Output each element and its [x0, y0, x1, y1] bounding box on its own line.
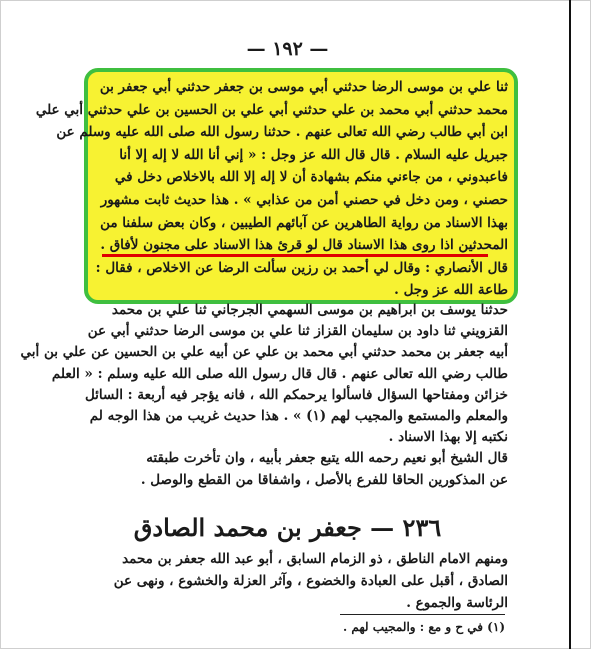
text-line: خزائن ومفتاحها السؤال فاسألوا يرحمكم الله ، فانه يؤجر فيه أربعة : السائل [84, 386, 508, 403]
body-passage [20, 300, 508, 491]
red-underline [102, 254, 488, 257]
text-line: ثنا علي بن موسى الرضا حدثني أبي موسى بن جعفر حدثني أبي جعفر بن [99, 79, 508, 95]
text-line: قال الشيخ أبو نعيم رحمه الله يتبع جعفر بأبيه ، وان تأخرت طبقته [146, 450, 508, 467]
text-line: والمعلم والمستمع والمجيب لهم (١) » . هذا حديث غريب من هذا الوجه لم [89, 407, 508, 424]
text-line: ابن أبي طالب رضي الله تعالى عنهم . حدثنا رسول الله صلى الله عليه وسلم عن [56, 124, 508, 141]
text-line: بهذا الاسناد من رواية الطاهرين عن آبائهم الطيبين ، وكان بعض سلفنا من [100, 214, 508, 231]
text-line: الصادق ، أقبل على العبادة والخضوع ، وآثر العزلة والخشوع ، ونهى عن [113, 573, 508, 589]
text-line: أبيه جعفر بن محمد حدثني أبي محمد بن علي عن أبيه علي بن الحسين عن علي بن أبي [20, 344, 508, 361]
text-line: الرئاسة والجموع . [406, 595, 508, 611]
text-line: فاعبدوني ، من جاءني منكم بشهادة أن لا إله إلا الله بالاخلاص دخل في [114, 169, 508, 186]
text-line: ومنهم الامام الناطق ، ذو الزمام السابق ، أبو عبد الله جعفر بن محمد [122, 551, 508, 567]
text-line: قال الأنصاري : وقال لي أحمد بن رزين سألت الرضا عن الاخلاص ، فقال : [95, 259, 508, 276]
text-line: نكتبه إلا بهذا الاسناد . [388, 429, 508, 446]
text-line: القزويني ثنا داود بن سليمان القزاز ثنا علي بن موسى الرضا حدثني أبي عن [87, 323, 508, 340]
text-line: عن المذكورين الحاقا للفرع بالأصل ، واشفاقا من القطع والوصل . [140, 471, 508, 488]
page-number: — ١٩٢ — [246, 38, 329, 60]
text-line: جبريل عليه السلام . قال قال الله عز وجل : « إني أنا الله لا إله إلا أنا [119, 146, 508, 163]
highlighted-passage [35, 76, 508, 302]
text-line: المحدثين اذا روى هذا الاسناد قال لو قرئ هذا الاسناد على مجنون لأفاق . [100, 237, 508, 254]
text-line: محمد حدثني أبي محمد بن علي حدثني أبي علي بن الحسين بن علي حدثني أبي علي [35, 101, 508, 118]
text-line: طالب رضي الله تعالى عنهم . قال قال رسول الله صلى الله عليه وسلم : « العلم [51, 365, 508, 382]
text-line: طاعة الله عز وجل . [394, 282, 508, 299]
text-line: حصني ، ومن دخل في حصني أمن من عذابي » . هذا حديث ثابت مشهور [100, 191, 508, 208]
page-edge-rule [569, 0, 571, 649]
footnote-rule [340, 614, 505, 615]
section-heading: ٢٣٦ — جعفر بن محمد الصادق [133, 513, 442, 542]
biography-passage [90, 548, 508, 614]
text-line: حدثنا يوسف بن ابراهيم بن موسى السهمي الجرجاني ثنا علي بن محمد [111, 302, 508, 318]
footnote: (١) في ح و مع : والمجيب لهم . [343, 620, 505, 634]
